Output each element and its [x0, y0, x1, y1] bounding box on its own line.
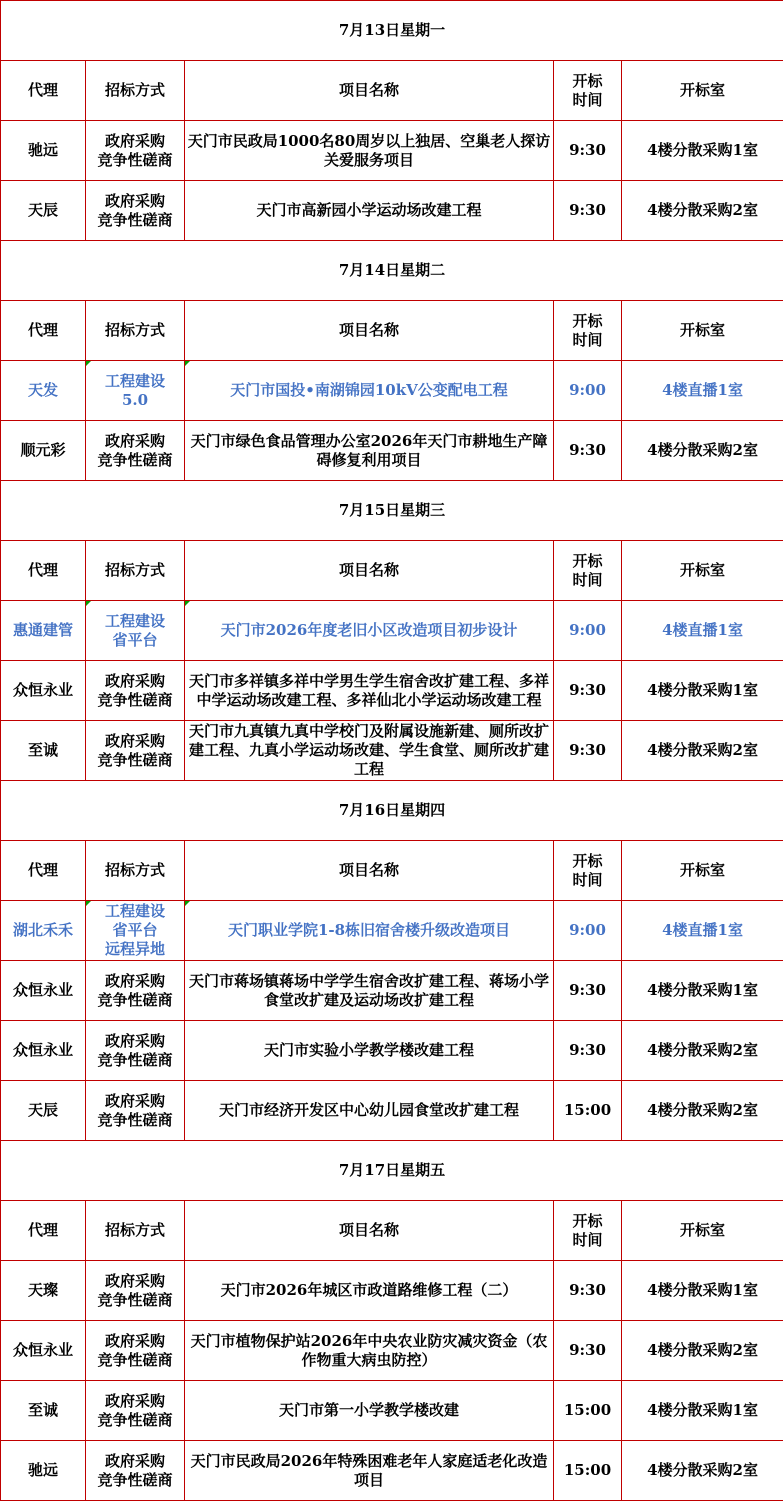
agent-cell: 天辰 [1, 1081, 86, 1141]
time-cell: 9:00 [554, 901, 622, 961]
agent-cell: 众恒永业 [1, 1021, 86, 1081]
time-cell: 9:30 [554, 1261, 622, 1321]
agent-cell: 天发 [1, 361, 86, 421]
room-cell: 4楼分散采购1室 [622, 1261, 783, 1321]
time-cell: 9:30 [554, 1321, 622, 1381]
room-cell: 4楼直播1室 [622, 361, 783, 421]
project-cell: 天门市高新园小学运动场改建工程 [185, 181, 554, 241]
header-room: 开标室 [622, 301, 783, 361]
header-project: 项目名称 [185, 841, 554, 901]
day-label: 7月17日星期五 [1, 1141, 783, 1201]
table-row [1, 1261, 783, 1321]
day-header-row [1, 781, 783, 841]
room-cell: 4楼直播1室 [622, 601, 783, 661]
header-project: 项目名称 [185, 541, 554, 601]
time-cell: 15:00 [554, 1081, 622, 1141]
agent-cell: 至诚 [1, 1381, 86, 1441]
room-cell: 4楼分散采购1室 [622, 961, 783, 1021]
header-project: 项目名称 [185, 1201, 554, 1261]
day-header-row [1, 241, 783, 301]
day-header-row [1, 1141, 783, 1201]
day-label: 7月15日星期三 [1, 481, 783, 541]
agent-cell: 驰远 [1, 1441, 86, 1501]
table-row [1, 1381, 783, 1441]
table-row [1, 1021, 783, 1081]
project-cell: 天门市绿色食品管理办公室2026年天门市耕地生产障碍修复利用项目 [185, 421, 554, 481]
day-label: 7月16日星期四 [1, 781, 783, 841]
header-method: 招标方式 [86, 61, 185, 121]
column-header-row [1, 61, 783, 121]
agent-cell: 湖北禾禾 [1, 901, 86, 961]
room-cell: 4楼分散采购2室 [622, 721, 783, 781]
header-method: 招标方式 [86, 1201, 185, 1261]
project-cell: 天门职业学院1-8栋旧宿舍楼升级改造项目 [185, 901, 554, 961]
table-row [1, 421, 783, 481]
table-row [1, 721, 783, 781]
project-cell: 天门市植物保护站2026年中央农业防灾减灾资金（农作物重大病虫防控） [185, 1321, 554, 1381]
header-agent: 代理 [1, 61, 86, 121]
agent-cell: 天璨 [1, 1261, 86, 1321]
method-cell: 政府采购 竞争性磋商 [86, 1441, 185, 1501]
table-row [1, 1321, 783, 1381]
time-cell: 9:30 [554, 721, 622, 781]
agent-cell: 驰远 [1, 121, 86, 181]
room-cell: 4楼分散采购1室 [622, 1381, 783, 1441]
day-label: 7月13日星期一 [1, 1, 783, 61]
day-header-row [1, 481, 783, 541]
project-cell: 天门市2026年度老旧小区改造项目初步设计 [185, 601, 554, 661]
time-cell: 9:30 [554, 961, 622, 1021]
project-cell: 天门市九真镇九真中学校门及附属设施新建、厕所改扩建工程、九真小学运动场改建、学生食堂、厕所改扩建工程 [185, 721, 554, 781]
header-room: 开标室 [622, 541, 783, 601]
agent-cell: 惠通建管 [1, 601, 86, 661]
room-cell: 4楼分散采购2室 [622, 1321, 783, 1381]
time-cell: 15:00 [554, 1441, 622, 1501]
method-cell: 政府采购 竞争性磋商 [86, 181, 185, 241]
method-cell: 工程建设 省平台 远程异地 [86, 901, 185, 961]
time-cell: 9:00 [554, 361, 622, 421]
project-cell: 天门市经济开发区中心幼儿园食堂改扩建工程 [185, 1081, 554, 1141]
table-row [1, 1441, 783, 1501]
header-project: 项目名称 [185, 301, 554, 361]
day-label: 7月14日星期二 [1, 241, 783, 301]
column-header-row [1, 541, 783, 601]
column-header-row [1, 841, 783, 901]
method-cell: 政府采购 竞争性磋商 [86, 1081, 185, 1141]
table-row [1, 661, 783, 721]
agent-cell: 众恒永业 [1, 961, 86, 1021]
header-room: 开标室 [622, 61, 783, 121]
room-cell: 4楼分散采购2室 [622, 1441, 783, 1501]
method-cell: 政府采购 竞争性磋商 [86, 661, 185, 721]
time-cell: 9:30 [554, 661, 622, 721]
time-cell: 9:30 [554, 121, 622, 181]
project-cell: 天门市民政局2026年特殊困难老年人家庭适老化改造项目 [185, 1441, 554, 1501]
table-row [1, 361, 783, 421]
time-cell: 9:30 [554, 1021, 622, 1081]
agent-cell: 至诚 [1, 721, 86, 781]
time-cell: 9:30 [554, 181, 622, 241]
project-cell: 天门市蒋场镇蒋场中学学生宿舍改扩建工程、蒋场小学食堂改扩建及运动场改扩建工程 [185, 961, 554, 1021]
method-cell: 政府采购 竞争性磋商 [86, 1021, 185, 1081]
method-cell: 政府采购 竞争性磋商 [86, 1381, 185, 1441]
agent-cell: 众恒永业 [1, 661, 86, 721]
project-cell: 天门市国投•南湖锦园10kV公变配电工程 [185, 361, 554, 421]
header-agent: 代理 [1, 301, 86, 361]
header-room: 开标室 [622, 1201, 783, 1261]
header-time: 开标 时间 [554, 541, 622, 601]
header-time: 开标 时间 [554, 301, 622, 361]
column-header-row [1, 301, 783, 361]
project-cell: 天门市实验小学教学楼改建工程 [185, 1021, 554, 1081]
room-cell: 4楼分散采购2室 [622, 421, 783, 481]
agent-cell: 顺元彩 [1, 421, 86, 481]
header-room: 开标室 [622, 841, 783, 901]
header-time: 开标 时间 [554, 841, 622, 901]
agent-cell: 天辰 [1, 181, 86, 241]
table-row [1, 901, 783, 961]
method-cell: 工程建设 省平台 [86, 601, 185, 661]
agent-cell: 众恒永业 [1, 1321, 86, 1381]
method-cell: 工程建设 5.0 [86, 361, 185, 421]
time-cell: 15:00 [554, 1381, 622, 1441]
table-row [1, 601, 783, 661]
project-cell: 天门市2026年城区市政道路维修工程（二） [185, 1261, 554, 1321]
table-row [1, 1081, 783, 1141]
method-cell: 政府采购 竞争性磋商 [86, 1261, 185, 1321]
method-cell: 政府采购 竞争性磋商 [86, 721, 185, 781]
method-cell: 政府采购 竞争性磋商 [86, 961, 185, 1021]
column-header-row [1, 1201, 783, 1261]
room-cell: 4楼分散采购2室 [622, 1021, 783, 1081]
time-cell: 9:00 [554, 601, 622, 661]
day-header-row [1, 1, 783, 61]
header-method: 招标方式 [86, 301, 185, 361]
project-cell: 天门市民政局1000名80周岁以上独居、空巢老人探访关爱服务项目 [185, 121, 554, 181]
room-cell: 4楼分散采购1室 [622, 121, 783, 181]
method-cell: 政府采购 竞争性磋商 [86, 1321, 185, 1381]
header-agent: 代理 [1, 1201, 86, 1261]
room-cell: 4楼分散采购1室 [622, 661, 783, 721]
room-cell: 4楼分散采购2室 [622, 1081, 783, 1141]
header-time: 开标 时间 [554, 1201, 622, 1261]
header-project: 项目名称 [185, 61, 554, 121]
method-cell: 政府采购 竞争性磋商 [86, 121, 185, 181]
table-row [1, 121, 783, 181]
header-method: 招标方式 [86, 541, 185, 601]
table-row [1, 961, 783, 1021]
method-cell: 政府采购 竞争性磋商 [86, 421, 185, 481]
header-agent: 代理 [1, 841, 86, 901]
header-time: 开标 时间 [554, 61, 622, 121]
room-cell: 4楼直播1室 [622, 901, 783, 961]
room-cell: 4楼分散采购2室 [622, 181, 783, 241]
project-cell: 天门市第一小学教学楼改建 [185, 1381, 554, 1441]
time-cell: 9:30 [554, 421, 622, 481]
project-cell: 天门市多祥镇多祥中学男生学生宿舍改扩建工程、多祥中学运动场改建工程、多祥仙北小学运动场改建工程 [185, 661, 554, 721]
table-row [1, 181, 783, 241]
header-agent: 代理 [1, 541, 86, 601]
header-method: 招标方式 [86, 841, 185, 901]
